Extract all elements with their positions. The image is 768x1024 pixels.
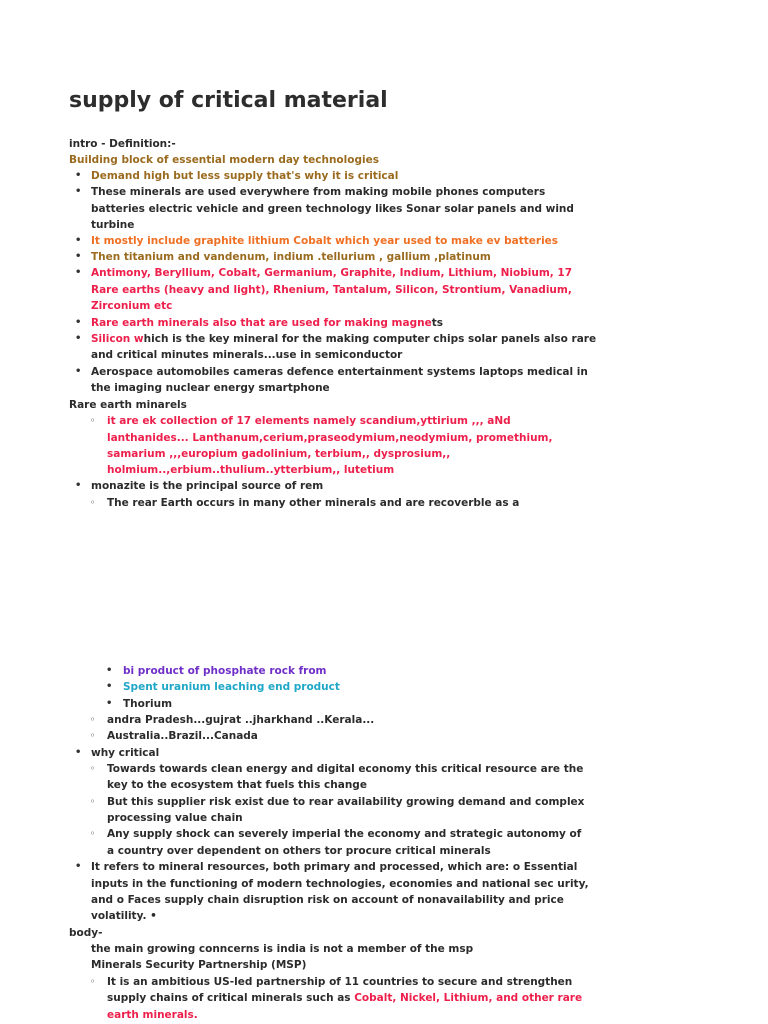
rare-earth-collection-line: it are ek collection of 17 elements namely scandium,yttirium ,,, aNd	[107, 415, 511, 427]
demand-line: Demand high but less supply that's why it is critical	[91, 170, 399, 182]
bullet-disc: •	[75, 170, 82, 181]
building-block-line: Building block of essential modern day technologies	[69, 154, 379, 166]
antimony-line: Rare earths (heavy and light), Rhenium, Tantalum, Silicon, Strontium, Vanadium,	[91, 284, 572, 296]
partnership-text: supply chains of critical minerals such as	[107, 992, 355, 1004]
refers-line: It refers to mineral resources, both primary and processed, which are: o Essential	[91, 861, 578, 873]
bullet-disc: •	[75, 861, 82, 872]
thorium-line: Thorium	[123, 698, 173, 710]
minerals-highlight: Cobalt, Nickel, Lithium, and other rare	[354, 992, 583, 1004]
partnership-line: It is an ambitious US-led partnership of 11 countries to secure and strengthen	[107, 976, 573, 988]
silicon-line	[91, 331, 596, 347]
silicon-rest: hich is the key mineral for the making computer chips solar panels also rare	[143, 333, 597, 345]
uses-line: These minerals are used everywhere from making mobile phones computers	[91, 186, 546, 198]
occurs-line: The rear Earth occurs in many other minerals and are recoverble as a	[107, 497, 520, 509]
refers-line: and o Faces supply chain disruption risk on account of nonavailability and price	[91, 894, 564, 906]
refers-line: inputs in the functioning of modern technologies, economies and national sec urity,	[91, 878, 589, 890]
supplier-risk-line: processing value chain	[107, 812, 243, 824]
bullet-circle: ◦	[90, 416, 96, 425]
graphite-line: It mostly include graphite lithium Cobalt which year used to make ev batteries	[91, 235, 559, 247]
bullet-disc: •	[75, 366, 82, 377]
why-critical-label: why critical	[91, 747, 160, 759]
bullet-disc: •	[75, 251, 82, 262]
bullet-circle: ◦	[90, 977, 96, 986]
rare-earth-magnet-highlight: Rare earth minerals also that are used for making magne	[91, 317, 432, 329]
bullet-disc: •	[75, 480, 82, 491]
rare-earth-magnet-rest: ts	[431, 317, 443, 329]
supplier-risk-line: But this supplier risk exist due to rear availability growing demand and complex	[107, 796, 585, 808]
antimony-line: Zirconium etc	[91, 300, 173, 312]
silicon-line: and critical minutes minerals...use in semiconductor	[91, 349, 403, 361]
msp-line: Minerals Security Partnership (MSP)	[91, 959, 307, 971]
document-title: supply of critical material	[69, 88, 388, 113]
antimony-line: Antimony, Beryllium, Cobalt, Germanium, Graphite, Indium, Lithium, Niobium, 17	[91, 267, 573, 279]
silicon-highlight: Silicon w	[91, 333, 144, 345]
bullet-disc: •	[75, 317, 82, 328]
uses-line: batteries electric vehicle and green technology likes Sonar solar panels and wind	[91, 203, 574, 215]
rare-earth-collection-line: samarium ,,,europium gadolinium, terbium,, dysprosium,,	[107, 448, 451, 460]
states-line: andra Pradesh...gujrat ..jharkhand ..Kerala...	[107, 714, 375, 726]
titanium-line: Then titanium and vandenum, indium .tellurium , gallium ,platinum	[91, 251, 491, 263]
body-label: body-	[69, 927, 103, 939]
rare-earth-magnet-line	[91, 315, 443, 331]
uranium-line: Spent uranium leaching end product	[123, 681, 340, 693]
aerospace-line: the imaging nuclear energy smartphone	[91, 382, 330, 394]
bullet-disc: •	[106, 698, 113, 709]
intro-label: intro - Definition:-	[69, 138, 176, 150]
bullet-disc: •	[75, 267, 82, 278]
bullet-disc: •	[75, 333, 82, 344]
supply-shock-line: a country over dependent on others tor procure critical minerals	[107, 845, 491, 857]
bullet-circle: ◦	[90, 764, 96, 773]
bullet-disc: •	[106, 681, 113, 692]
aerospace-line: Aerospace automobiles cameras defence entertainment systems laptops medical in	[91, 366, 588, 378]
bullet-circle: ◦	[90, 829, 96, 838]
rare-earth-collection-line: lanthanides... Lanthanum,cerium,praseodymium,neodymium, promethium,	[107, 432, 553, 444]
partnership-line: earth minerals.	[107, 1009, 198, 1021]
supply-shock-line: Any supply shock can severely imperial the economy and strategic autonomy of	[107, 828, 582, 840]
bullet-disc: •	[106, 665, 113, 676]
bullet-disc: •	[75, 186, 82, 197]
monazite-line: monazite is the principal source of rem	[91, 480, 324, 492]
partnership-line	[107, 990, 582, 1006]
clean-energy-line: key to the ecosystem that fuels this change	[107, 779, 367, 791]
concern-line: the main growing conncerns is india is not a member of the msp	[91, 943, 474, 955]
bullet-disc: •	[75, 747, 82, 758]
bullet-circle: ◦	[90, 498, 96, 507]
bullet-disc: •	[75, 235, 82, 246]
bullet-circle: ◦	[90, 715, 96, 724]
rare-earth-label: Rare earth minarels	[69, 399, 187, 411]
uses-line: turbine	[91, 219, 135, 231]
rare-earth-collection-line: holmium..,erbium..thulium..ytterbium,, lutetium	[107, 464, 395, 476]
bullet-circle: ◦	[90, 731, 96, 740]
clean-energy-line: Towards towards clean energy and digital economy this critical resource are the	[107, 763, 584, 775]
bullet-circle: ◦	[90, 797, 96, 806]
refers-line: volatility. •	[91, 910, 157, 922]
phosphate-line: bi product of phosphate rock from	[123, 665, 327, 677]
countries-line: Australia..Brazil...Canada	[107, 730, 258, 742]
